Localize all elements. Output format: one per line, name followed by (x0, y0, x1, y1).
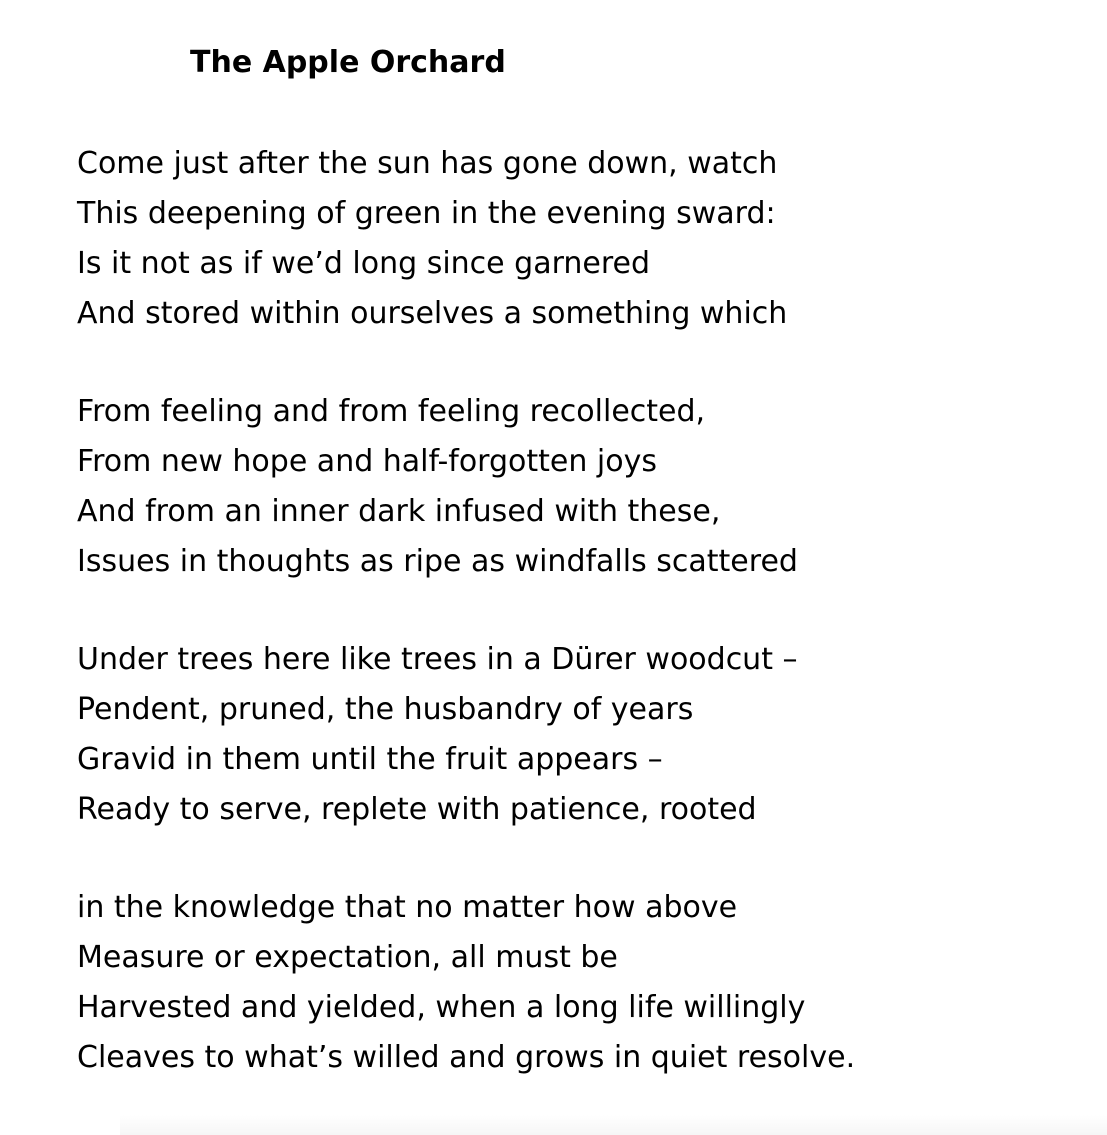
poem-line: Cleaves to what’s willed and grows in quiet resolve. (77, 1040, 856, 1075)
poem-line: From new hope and half-forgotten joys (77, 444, 657, 479)
poem-line: Pendent, pruned, the husbandry of years (77, 692, 694, 727)
poem-line: Gravid in them until the fruit appears – (77, 742, 663, 777)
poem-line: From feeling and from feeling recollected, (77, 394, 706, 429)
poem-line: in the knowledge that no matter how above (77, 890, 738, 925)
poem-line: And from an inner dark infused with these, (77, 494, 721, 529)
stanza-2 (77, 387, 1077, 587)
poem-title: The Apple Orchard (190, 45, 506, 80)
poem-line: Harvested and yielded, when a long life willingly (77, 990, 806, 1025)
poem-line: Ready to serve, replete with patience, rooted (77, 792, 757, 827)
stanza-4 (77, 883, 1077, 1083)
poem-line: Under trees here like trees in a Dürer woodcut – (77, 642, 798, 677)
poem-line: And stored within ourselves a something which (77, 296, 788, 331)
poem-body (77, 139, 1077, 1131)
poem-line: This deepening of green in the evening sward: (77, 196, 776, 231)
poem-line: Is it not as if we’d long since garnered (77, 246, 651, 281)
stanza-3 (77, 635, 1077, 835)
poem-line: Issues in thoughts as ripe as windfalls scattered (77, 544, 798, 579)
page-edge-shadow (120, 1115, 1107, 1135)
poem-line: Come just after the sun has gone down, watch (77, 146, 778, 181)
poem-line: Measure or expectation, all must be (77, 940, 618, 975)
stanza-1 (77, 139, 1077, 339)
